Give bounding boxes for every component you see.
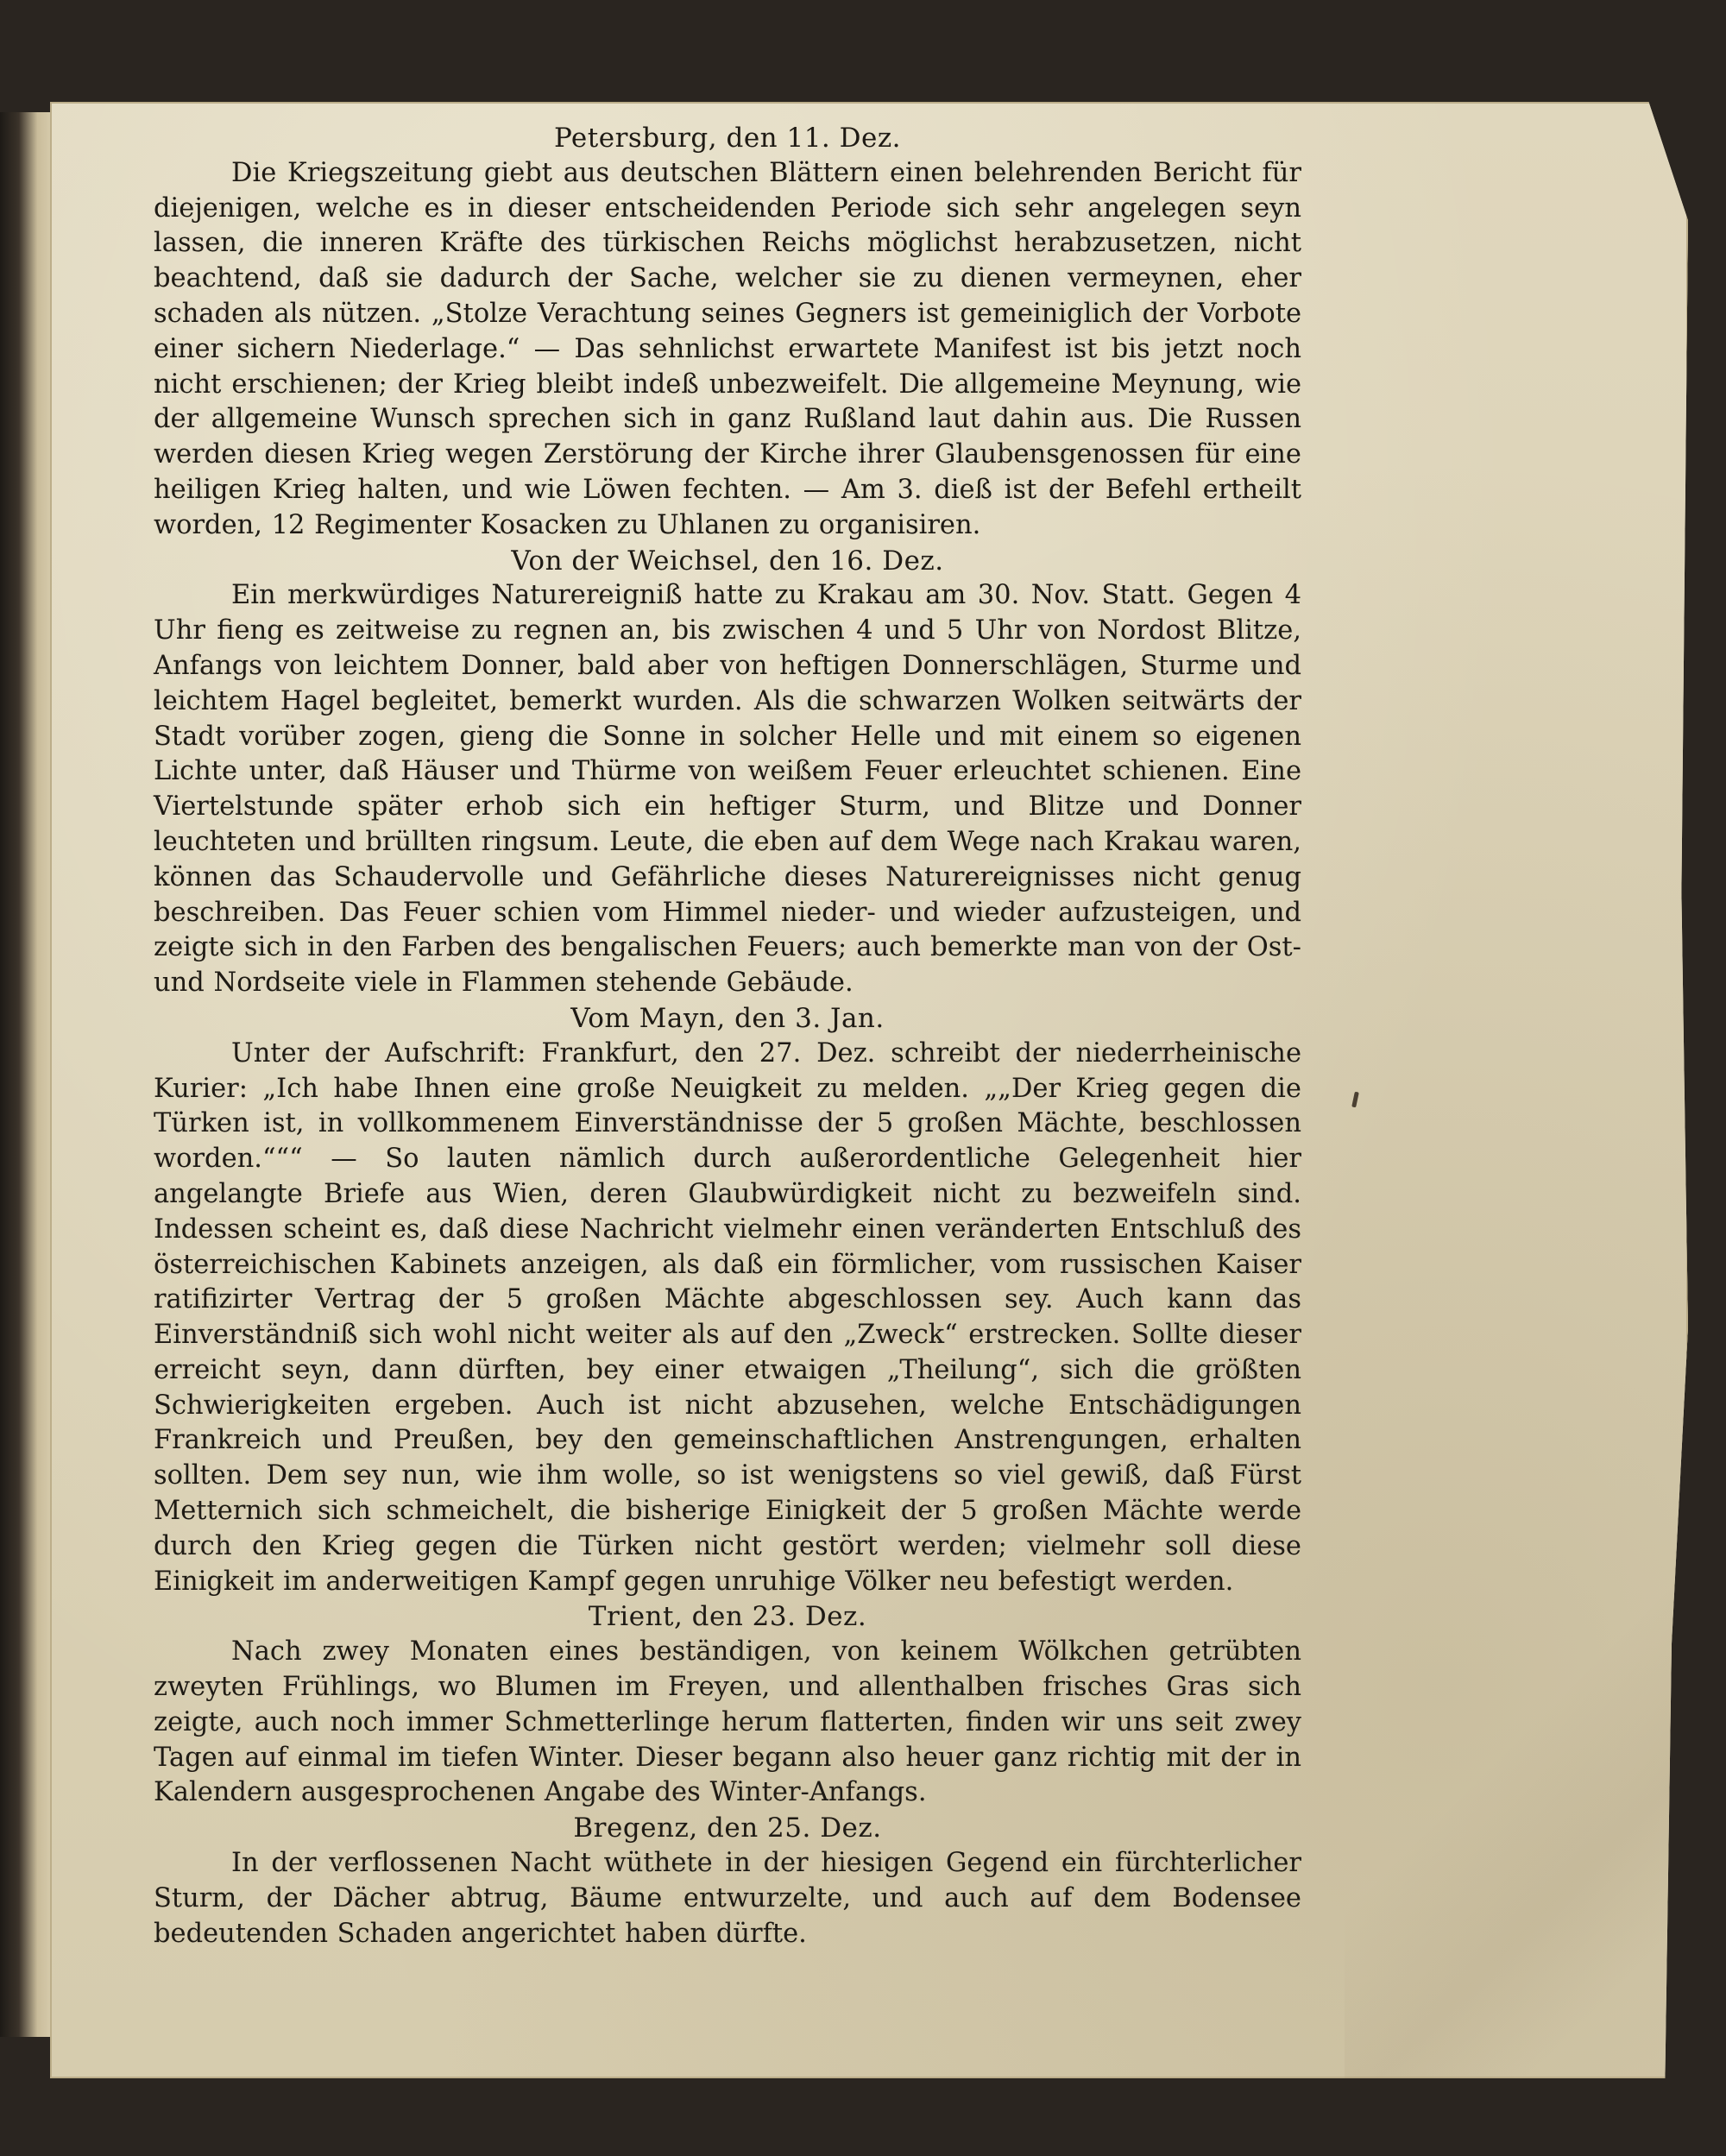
article-trient: [154, 1599, 1301, 1811]
page-binding-edge: [0, 112, 54, 2037]
dateline: Vom Mayn, den 3. Jan.: [570, 1002, 885, 1034]
article-bregenz: [154, 1811, 1301, 1951]
article-weichsel: [154, 544, 1301, 1001]
dateline: Trient, den 23. Dez.: [588, 1601, 867, 1633]
paper-fold-shadow: [1345, 1500, 1707, 2156]
article-body: Nach zwey Monaten eines beständigen, von keinem Wölkchen getrübten zweyten Frühlings, wo Blumen im Freyen, und allenthalben frisches Gras sich zeigte, auch noch immer Schmetterlinge herum flatterten, finden wir uns seit zwey Tagen auf einmal im tiefen Winter. Dieser begann also heuer ganz richtig mit der in Kalendern ausgesprochenen Angabe des Winter-Anfangs.: [154, 1636, 1301, 1808]
dateline: Petersburg, den 11. Dez.: [553, 123, 902, 154]
article-body: Unter der Aufschrift: Frankfurt, den 27. Dez. schreibt der niederrheinische Kurier: „Ich habe Ihnen eine große Neuigkeit zu melden. „„Der Krieg gegen die Türken ist, in vollkommenem Einverständnisse der 5 großen Mächte, beschlossen worden.“““ — So lauten nämlich durch außerordentliche Gelegenheit hier angelangte Briefe aus Wien, deren Glaubwürdigkeit nicht zu bezweifeln sind. Indessen scheint es, daß diese Nachricht vielmehr einen veränderten Entschluß des österreichischen Kabinets anzeigen, als daß ein förmlicher, vom russischen Kaiser ratifizirter Vertrag der 5 großen Mächte abgeschlossen sey. Auch kann das Einverständniß sich wohl nicht weiter als auf den „Zweck“ erstrecken. Sollte dieser erreicht seyn, dann dürften, bey einer etwaigen „Theilung“, sich die größten Schwierigkeiten ergeben. Auch ist nicht abzusehen, welche Entschädigungen Frankreich und Preußen, bey den gemeinschaftlichen Anstrengungen, erhalten sollten. Dem sey nun, wie ihm wolle, so ist wenigstens so viel gewiß, daß Fürst Metternich sich schmeichelt, die bisherige Einigkeit der 5 großen Mächte werde durch den Krieg gegen die Türken nicht gestört werden; vielmehr soll diese Einigkeit im anderweitigen Kampf gegen unruhige Völker neu befestigt werden.: [154, 1037, 1301, 1597]
article-petersburg: [154, 121, 1301, 544]
article-mayn: [154, 1001, 1301, 1600]
article-body: Die Kriegszeitung giebt aus deutschen Blättern einen belehrenden Bericht für diejenigen, welche es in dieser entscheidenden Periode sich sehr angelegen seyn lassen, die inneren Kräfte des türkischen Reichs möglichst herabzusetzen, nicht beachtend, daß sie dadurch der Sache, welcher sie zu dienen vermeynen, eher schaden als nützen. „Stolze Verachtung seines Gegners ist gemeiniglich der Vorbote einer sichern Niederlage.“ — Das sehnlichst erwartete Manifest ist bis jetzt noch nicht erschienen; der Krieg bleibt indeß unbezweifelt. Die allgemeine Meynung, wie der allgemeine Wunsch sprechen sich in ganz Rußland laut dahin aus. Die Russen werden diesen Krieg wegen Zerstörung der Kirche ihrer Glaubensgenossen für eine heiligen Krieg halten, und wie Löwen fechten. — Am 3. dieß ist der Befehl ertheilt worden, 12 Regimenter Kosacken zu Uhlanen zu organisiren.: [154, 157, 1301, 540]
article-body: Ein merkwürdiges Naturereigniß hatte zu Krakau am 30. Nov. Statt. Gegen 4 Uhr fieng es zeitweise zu regnen an, bis zwischen 4 und 5 Uhr von Nordost Blitze, Anfangs von leichtem Donner, bald aber von heftigen Donnerschlägen, Sturme und leichtem Hagel begleitet, bemerkt wurden. Als die schwarzen Wolken seitwärts der Stadt vorüber zogen, gieng die Sonne in solcher Helle und mit einem so eigenen Lichte unter, daß Häuser und Thürme von weißem Feuer erleuchtet schienen. Eine Viertelstunde später erhob sich ein heftiger Sturm, und Blitze und Donner leuchteten und brüllten ringsum. Leute, die eben auf dem Wege nach Krakau waren, können das Schaudervolle und Gefährliche dieses Naturereignisses nicht genug beschreiben. Das Feuer schien vom Himmel nieder- und wieder aufzusteigen, und zeigte sich in den Farben des bengalischen Feuers; auch bemerkte man von der Ost- und Nordseite viele in Flammen stehende Gebäude.: [154, 580, 1301, 999]
dateline: Bregenz, den 25. Dez.: [573, 1812, 882, 1844]
article-body: In der verflossenen Nacht wüthete in der hiesigen Gegend ein fürchterlicher Sturm, der Dächer abtrug, Bäume entwurzelte, und auch auf dem Bodensee bedeutenden Schaden angerichtet haben dürfte.: [154, 1848, 1301, 1949]
dateline: Von der Weichsel, den 16. Dez.: [511, 545, 944, 577]
text-column: [154, 121, 1301, 1951]
